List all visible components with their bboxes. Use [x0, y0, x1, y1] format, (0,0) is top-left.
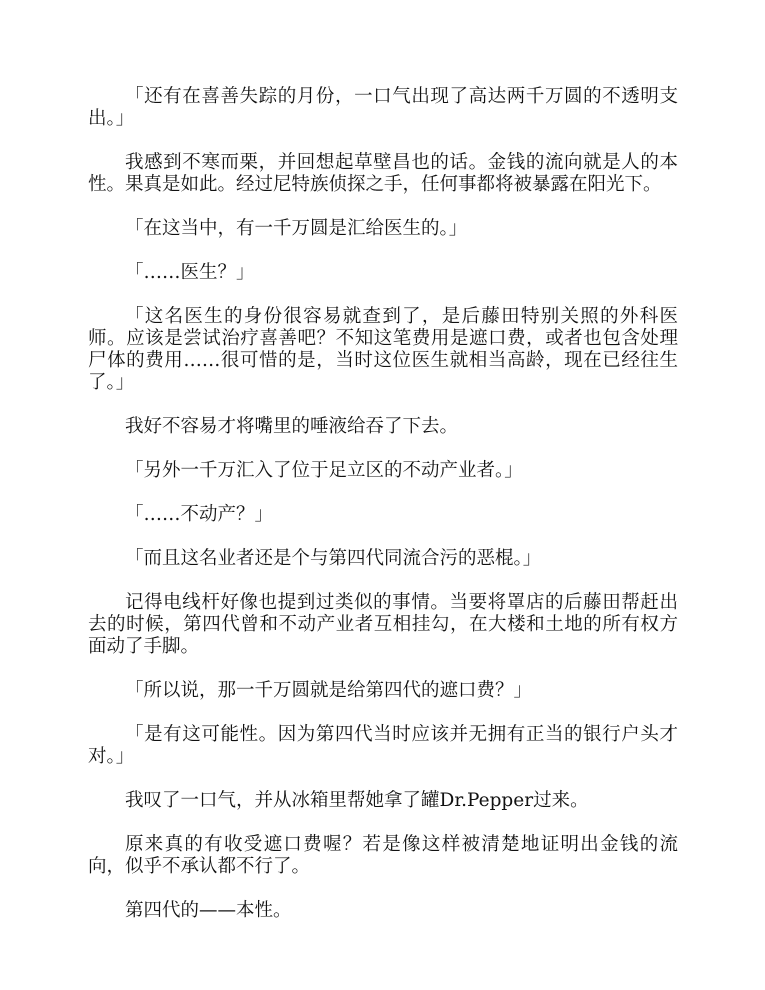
body-text [88, 86, 678, 944]
paragraph-11: 「所以说，那一千万圆就是给第四代的遮口费？」 [125, 680, 533, 701]
paragraph-7: 「另外一千万汇入了位于足立区的不动产业者。」 [125, 460, 523, 481]
paragraph-4: 「……医生？」 [125, 262, 255, 283]
paragraph-12: 「是有这可能性。因为第四代当时应该并无拥有正当的银行户头才对。」 [88, 724, 678, 767]
paragraph-9: 「而且这名业者还是个与第四代同流合污的恶棍。」 [125, 548, 542, 569]
paragraph-6: 我好不容易才将嘴里的唾液给吞了下去。 [125, 416, 459, 437]
paragraph-8: 「……不动产？」 [125, 504, 274, 525]
paragraph-1: 「还有在喜善失踪的月份，一口气出现了高达两千万圆的不透明支出。」 [88, 86, 678, 129]
paragraph-14: 原来真的有收受遮口费喔？若是像这样被清楚地证明出金钱的流向，似乎不承认都不行了。 [88, 834, 678, 877]
paragraph-15: 第四代的——本性。 [125, 900, 292, 921]
paragraph-3: 「在这当中，有一千万圆是汇给医生的。」 [125, 218, 468, 239]
paragraph-5: 「这名医生的身份很容易就查到了，是后藤田特别关照的外科医师。应该是尝试治疗喜善吧？不知这笔费用是遮口费，或者也包含处理尸体的费用……很可惜的是，当时这位医生就相当高龄，现在已经往生了。」 [88, 306, 678, 393]
paragraph-2: 我感到不寒而栗，并回想起草壁昌也的话。金钱的流向就是人的本性。果真是如此。经过尼特族侦探之手，任何事都将被暴露在阳光下。 [88, 152, 678, 195]
paragraph-13: 我叹了一口气，并从冰箱里帮她拿了罐Dr.Pepper过来。 [125, 790, 589, 811]
paragraph-10: 记得电线杆好像也提到过类似的事情。当要将罩店的后藤田帮赶出去的时候，第四代曾和不动产业者互相挂勾，在大楼和土地的所有权方面动了手脚。 [88, 592, 678, 657]
